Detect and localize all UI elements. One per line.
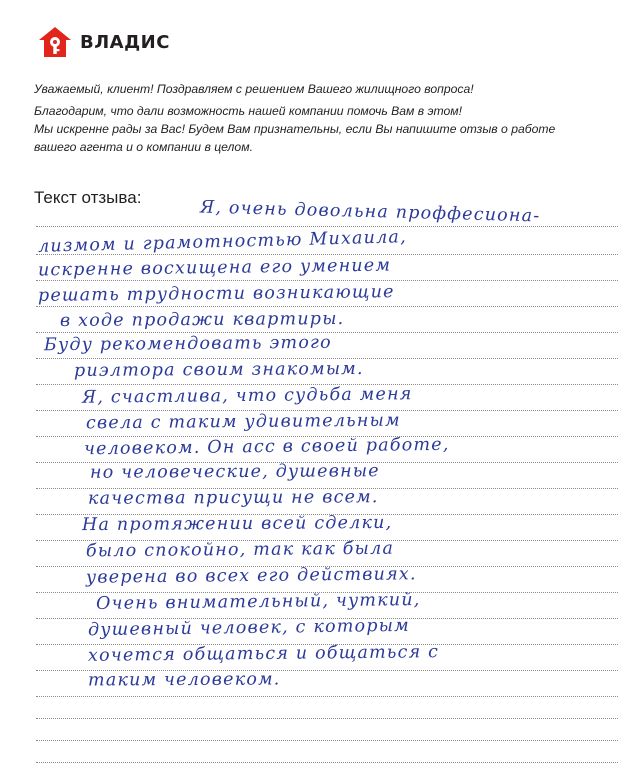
review-line: лизмом и грамотностью Михаила,	[37, 227, 408, 257]
review-line: На протяжении всей сделки,	[81, 512, 393, 536]
review-line: Я, очень довольна проффесиона-	[199, 197, 541, 227]
review-line: свела с таким удивительным	[85, 410, 401, 434]
review-line: таким человеком.	[87, 669, 281, 691]
review-label: Текст отзыва:	[34, 188, 142, 207]
review-line: хочется общаться и общаться с	[87, 642, 440, 666]
review-line: решать трудности возникающие	[37, 282, 395, 306]
review-line: Очень внимательный, чуткий,	[95, 590, 421, 614]
review-line: было спокойно, так как была	[85, 538, 395, 562]
review-line: искренне восхищена его умением	[37, 255, 392, 281]
review-line: Я, счастлива, что судьба меня	[81, 384, 413, 408]
review-line: человеком. Он асс в своей работе,	[83, 434, 450, 460]
review-line: уверена во всех его действиях.	[85, 564, 417, 588]
request-line: Мы искренне рады за Вас! Будем Вам признательны, если Вы напишите отзыв о работе	[34, 122, 556, 136]
brand-name: ВЛАДИС	[80, 31, 170, 53]
review-line: душевный человек, с которым	[87, 615, 410, 641]
review-line: риэлтора своим знакомым.	[73, 358, 364, 382]
greeting: Уважаемый, клиент! Поздравляем с решением Вашего жилищного вопроса!	[34, 82, 474, 96]
review-line: но человеческие, душевные	[89, 461, 380, 483]
review-line: Буду рекомендовать этого	[43, 332, 332, 356]
request-line-end: вашего агента и о компании в целом.	[34, 140, 253, 154]
review-line: качества присущи не всем.	[87, 487, 379, 509]
thanks-line: Благодарим, что дали возможность нашей компании помочь Вам в этом!	[34, 104, 463, 118]
review-line: в ходе продажи квартиры.	[59, 309, 345, 331]
